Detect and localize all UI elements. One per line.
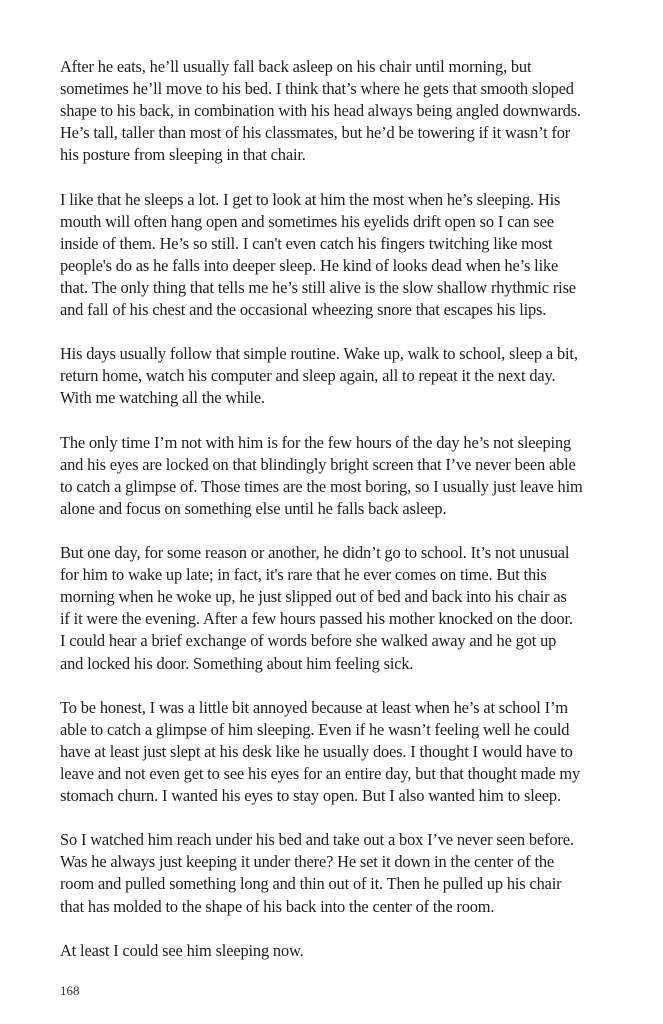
paragraph: At least I could see him sleeping now.: [60, 940, 304, 960]
paragraph: His days usually follow that simple routine. Wake up, walk to school, sleep a bit, return home, watch his computer and sleep again, all to repeat it the next day. With me watching all the while.: [60, 344, 578, 408]
paragraph: I like that he sleeps a lot. I get to look at him the most when he’s sleeping. His mouth will often hang open and sometimes his eyelids drift open so I can see inside of them. He’s so still. I can't even catch his fingers twitching like most people's do as he falls into deeper sleep. He kind of looks dead when he’s like that. The only thing that tells me he’s still alive is the slow shallow rhythmic rise and fall of his chest and the occasional wheezing snore that escapes his lips.: [60, 189, 576, 320]
body-text: [60, 56, 630, 984]
paragraph: To be honest, I was a little bit annoyed because at least when he’s at school I’m able to catch a glimpse of him sleeping. Even if he wasn’t feeling well he could have at least just slept at his desk like he usually does. I thought I would have to leave and not even get to see his eyes for an entire day, but that thought made my stomach churn. I wanted his eyes to stay open. But I also wanted him to sleep.: [60, 697, 581, 806]
page-number: 168: [60, 983, 80, 998]
paragraph: After he eats, he’ll usually fall back asleep on his chair until morning, but sometimes he’ll move to his bed. I think that’s where he gets that smooth sloped shape to his back, in combination with his head always being angled downwards. He’s tall, taller than most of his classmates, but he’d be towering if it wasn’t for his posture from sleeping in that chair.: [60, 57, 581, 165]
paragraph: The only time I’m not with him is for the few hours of the day he’s not sleeping and his eyes are locked on that blindingly bright screen that I’ve never been able to catch a glimpse of. Those times are the most boring, so I usually just leave him alone and focus on something else until he falls back asleep.: [60, 432, 583, 518]
paragraph: But one day, for some reason or another, he didn’t go to school. It’s not unusual for him to wake up late; in fact, it's rare that he ever comes on time. But this morning when he woke up, he just slipped out of bed and back into his chair as if it were the evening. After a few hours passed his mother knocked on the door. I could hear a brief exchange of words before she walked away and he got up and locked his door. Something about him feeling sick.: [60, 543, 573, 673]
paragraph: So I watched him reach under his bed and take out a box I’ve never seen before. Was he always just keeping it under there? He set it down in the center of the room and pulled something long and thin out of it. Then he pulled up his chair that has molded to the shape of his back into the center of the room.: [60, 830, 574, 916]
